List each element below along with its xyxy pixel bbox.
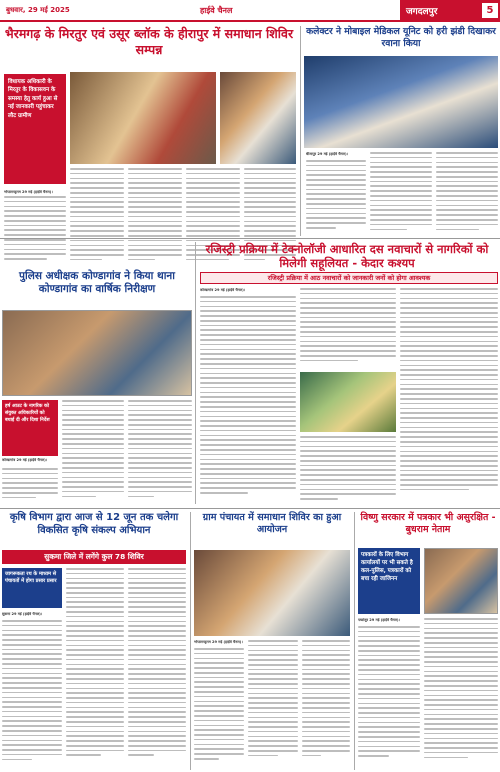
story5-dateline: सुकमा 29 मई (हाईवे चैनल)।	[2, 612, 43, 616]
section-divider	[0, 238, 500, 239]
page-number: 5	[482, 3, 498, 18]
story7-side-box: पत्रकारों के लिए विभाग कार्यालयों पर भी सकते है कल-पुलिस, पत्रकारों को बचा रही जाजिनन	[358, 548, 420, 614]
story3-side-box: हर्ष आउट के नागरिक को संयुक्त अधिकारियों को बधाई दी और दिशा निर्देश	[2, 400, 58, 456]
story3-body-col1	[2, 468, 58, 504]
story6-body-col2	[248, 640, 298, 770]
story2-dateline: बीजापुर 29 मई (हाईवे चैनल)।	[306, 152, 348, 156]
story3-headline: पुलिस अधीक्षक कोण्डागांव ने किया थाना कोण्डागांव का वार्षिक निरीक्षण	[19, 270, 175, 296]
story5-headline: कृषि विभाग द्वारा आज से 12 जून तक चलेगा विकसित कृषि संकल्प अभियान	[9, 512, 179, 536]
story-police-inspection	[0, 268, 194, 506]
story2-body-col2	[370, 152, 432, 234]
column-divider	[190, 512, 191, 770]
story6-body-col1	[194, 648, 244, 770]
story3-dateline: कोण्डागांव 29 मई (हाईवे चैनल)।	[2, 458, 48, 462]
story6-body-col3	[302, 640, 350, 770]
story4-banner-text: रजिस्ट्री प्रक्रिया में आठ नवाचारों को जानकारी जनों को होगा आवश्यक	[267, 274, 431, 282]
story1-headline: भैरमगढ़ के मिरतुर एवं उसूर ब्लॉक के हीरापुर में समाधान शिविर सम्पन्न	[4, 26, 294, 57]
city-name: जगदलपुर	[406, 7, 438, 17]
column-divider	[195, 242, 196, 504]
story5-sub-banner: सुकमा जिले में लगेंगे कुल 78 शिविर	[2, 550, 186, 564]
story-registry-innovations	[198, 272, 500, 506]
story4-body-col2	[300, 288, 396, 370]
story-journalists-unsafe	[356, 510, 500, 772]
story4-body-col3	[400, 288, 498, 506]
story2-headline: कलेक्टर ने मोबाइल मेडिकल यूनिट को हरी झंडी दिखाकर रवाना किया	[306, 26, 496, 49]
story3-body-col2	[62, 400, 124, 504]
story4-headline: रजिस्ट्री प्रक्रिया में टेक्नोलॉजी आधारित दस नवाचारों से नागरिकों को मिलेगी सहूलियत - केदार कश्यप	[205, 242, 489, 271]
story4-body-col2b	[300, 436, 396, 506]
story7-headline: विष्णु सरकार में पत्रकार भी असुरक्षित - बुधराम नेताम	[360, 512, 496, 535]
story1-body-col3	[128, 168, 182, 264]
story5-body-col1	[2, 620, 62, 770]
story5-body-col2	[66, 568, 124, 770]
story7-body-col1	[358, 626, 420, 770]
story3-photo	[2, 310, 192, 396]
story1-side-box: विधायक अधिकारी के मिरतुर के विकासवन के समस्या हेतु कार्य हुआ से नई जानकारी पहुंचाकर लौट ग्रामीण	[4, 74, 66, 184]
story6-headline: ग्राम पंचायत में समाधान शिविर का हुआ आयोजन	[202, 512, 342, 535]
story7-body-col2	[424, 618, 498, 770]
story2-body-col1	[306, 160, 366, 234]
page-header	[0, 0, 500, 22]
story-mobile-medical-unit	[302, 24, 500, 236]
story5-side-box: जागरूकता रथ के माध्यम से पंचायतों में होगा प्रसार प्रसार	[2, 568, 62, 608]
story-gram-panchayat-camp	[192, 510, 352, 772]
issue-date: बुधवार, 29 मई 2025	[6, 6, 70, 14]
story3-body-col3	[128, 400, 192, 504]
story7-dateline: पखांजुर 29 मई (हाईवे चैनल)।	[358, 618, 400, 622]
story7-photo	[424, 548, 498, 614]
story2-body-col3	[436, 152, 498, 234]
column-divider	[354, 512, 355, 770]
story1-body-col1	[4, 196, 66, 264]
story6-dateline: भोपालपट्टनम 29 मई (हाईवे चैनल)।	[194, 640, 243, 644]
story4-dateline: कोण्डागांव 29 मई (हाईवे चैनल)।	[200, 288, 246, 292]
story6-photo	[194, 550, 350, 636]
story-bhairamgarh	[0, 24, 298, 266]
story2-photo	[304, 56, 498, 148]
story4-body-col1	[200, 296, 296, 506]
story4-banner	[200, 272, 498, 284]
story5-body-col3	[128, 568, 186, 770]
city-section-tab	[400, 0, 500, 20]
story1-dateline: भोपालपट्टनम 29 मई (हाईवे चैनल)।	[4, 190, 53, 194]
story-agriculture-campaign	[0, 510, 188, 772]
story1-photo-2	[220, 72, 296, 164]
column-divider	[300, 26, 301, 236]
story4-photo	[300, 372, 396, 432]
story1-photo	[70, 72, 216, 164]
story1-body-col2	[70, 168, 124, 264]
newspaper-brand: हाईवे चैनल	[200, 6, 233, 15]
section-divider	[0, 508, 500, 509]
